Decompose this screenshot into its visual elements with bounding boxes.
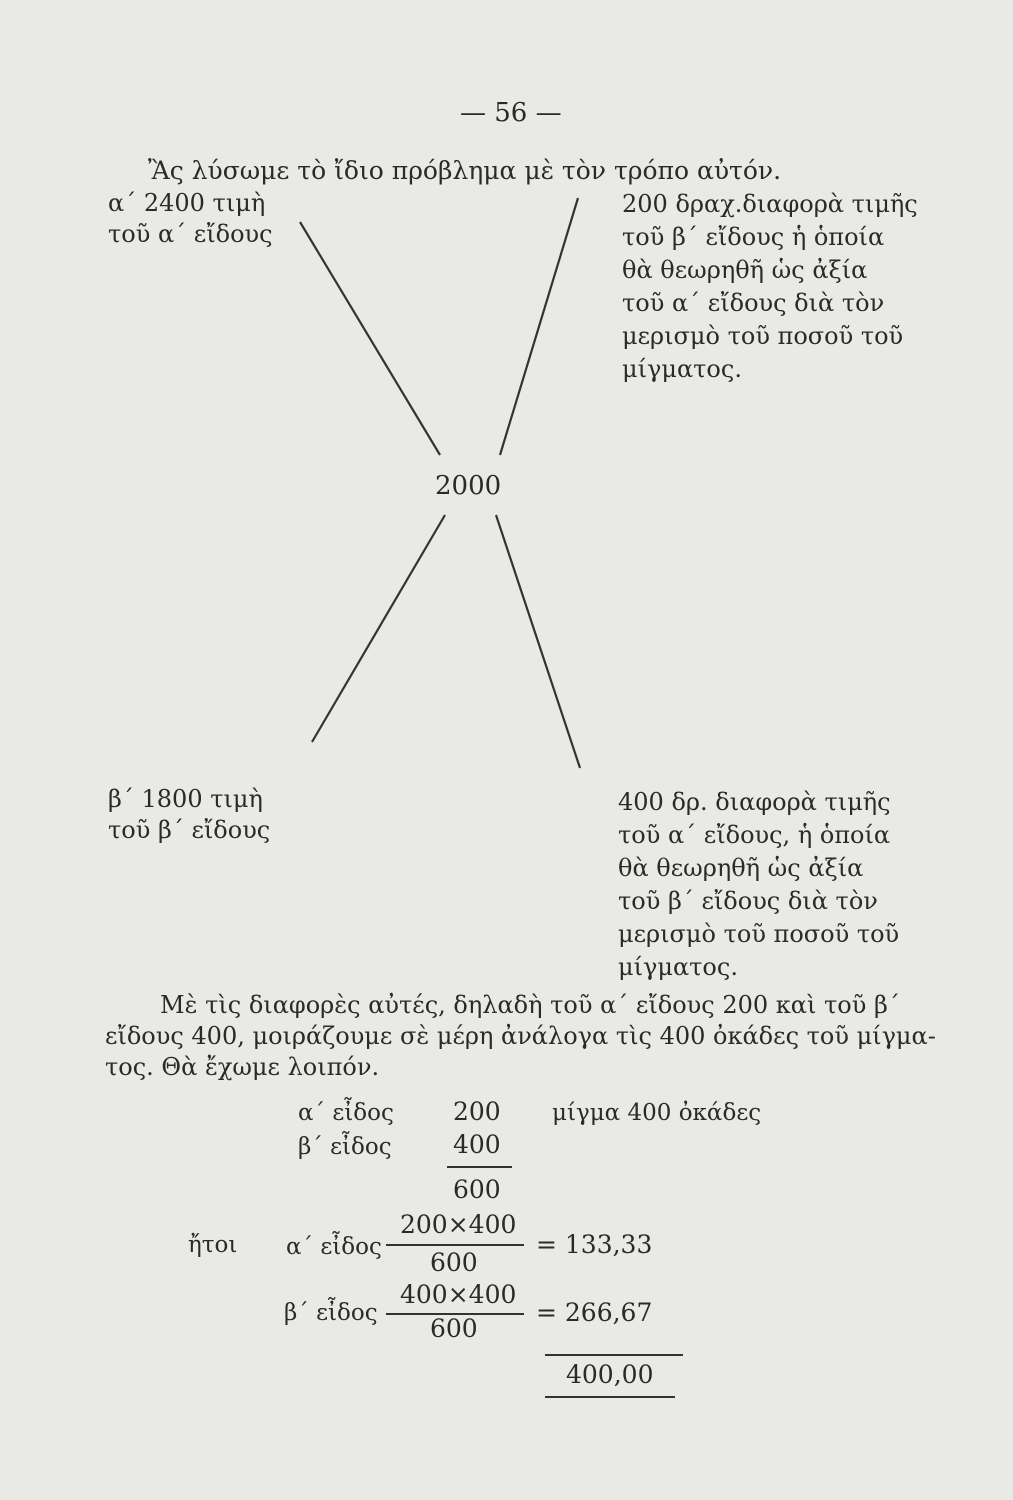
calc-b-numerator: 400×400: [400, 1280, 517, 1309]
line-top-right: [500, 198, 578, 455]
itoi-word: ἤτοι: [188, 1232, 238, 1258]
top-left-label: [108, 188, 273, 250]
top-right-line-3: θὰ θεωρηθῆ ὡς ἀξία: [622, 256, 868, 284]
bottom-right-line-2: τοῦ α΄ εἴδους, ἡ ὁποία: [618, 821, 891, 849]
intro-line: Ἂς λύσωμε τὸ ἴδιο πρόβλημα μὲ τὸν τρόπο αὐτόν.: [148, 156, 782, 185]
calc-b-label: β΄ εἶδος: [284, 1300, 378, 1326]
calc-a-denominator: 600: [430, 1248, 478, 1277]
calc-a-numerator: 200×400: [400, 1210, 517, 1239]
top-left-line-2: τοῦ α΄ εἴδους: [108, 220, 273, 248]
paragraph-line-2: εἴδους 400, μοιράζουμε σὲ μέρη ἀνάλογα τὶς 400 ὀκάδες τοῦ μίγμα-: [105, 1022, 936, 1050]
bottom-left-line-1: β΄ 1800 τιμὴ: [108, 785, 263, 813]
paragraph-line-3: τος. Θὰ ἔχωμε λοιπόν.: [105, 1053, 380, 1081]
total-rule-top: [545, 1354, 683, 1356]
explanation-paragraph: [105, 990, 936, 1083]
bottom-left-line-2: τοῦ β΄ εἴδους: [108, 816, 271, 844]
top-right-line-5: μερισμὸ τοῦ ποσοῦ τοῦ: [622, 322, 904, 350]
calc-b-denominator: 600: [430, 1314, 478, 1343]
sum-rule: [447, 1166, 512, 1168]
bottom-right-line-6: μίγματος.: [618, 953, 738, 981]
top-right-line-2: τοῦ β΄ εἴδους ἡ ὁποία: [622, 223, 885, 251]
top-right-line-1: 200 δραχ.διαφορὰ τιμῆς: [622, 190, 918, 218]
top-right-note: [622, 188, 918, 386]
calc-a-label: α΄ εἶδος: [286, 1234, 382, 1260]
bottom-right-line-5: μερισμὸ τοῦ ποσοῦ τοῦ: [618, 920, 900, 948]
bottom-right-line-3: θὰ θεωρηθῆ ὡς ἀξία: [618, 854, 864, 882]
calc-b-result: = 266,67: [536, 1298, 653, 1327]
top-left-line-1: α΄ 2400 τιμὴ: [108, 189, 266, 217]
table-row1-value: 200: [453, 1097, 501, 1126]
line-bottom-left: [312, 515, 445, 742]
calc-a-fraction-bar: [386, 1244, 524, 1246]
table-mixture: μίγμα 400 ὀκάδες: [552, 1100, 762, 1126]
bottom-right-note: [618, 786, 899, 984]
top-right-line-4: τοῦ α΄ εἴδους διὰ τὸν: [622, 289, 885, 317]
bottom-left-label: [108, 784, 270, 846]
paragraph-line-1: Μὲ τὶς διαφορὲς αὐτές, δηλαδὴ τοῦ α΄ εἴδους 200 καὶ τοῦ β΄: [160, 991, 900, 1019]
table-sum: 600: [453, 1175, 501, 1204]
total-rule-bottom: [545, 1396, 675, 1398]
table-row2-label: β΄ εἶδος: [298, 1134, 392, 1160]
calc-total: 400,00: [566, 1360, 654, 1389]
line-top-left: [300, 222, 440, 455]
table-row2-value: 400: [453, 1130, 501, 1159]
page-number: — 56 —: [460, 98, 562, 128]
calc-a-result: = 133,33: [536, 1230, 653, 1259]
line-bottom-right: [496, 515, 580, 768]
top-right-line-6: μίγματος.: [622, 355, 742, 383]
bottom-right-line-1: 400 δρ. διαφορὰ τιμῆς: [618, 788, 891, 816]
bottom-right-line-4: τοῦ β΄ εἴδους διὰ τὸν: [618, 887, 878, 915]
table-row1-label: α΄ εἶδος: [298, 1100, 394, 1126]
center-value: 2000: [435, 471, 502, 501]
